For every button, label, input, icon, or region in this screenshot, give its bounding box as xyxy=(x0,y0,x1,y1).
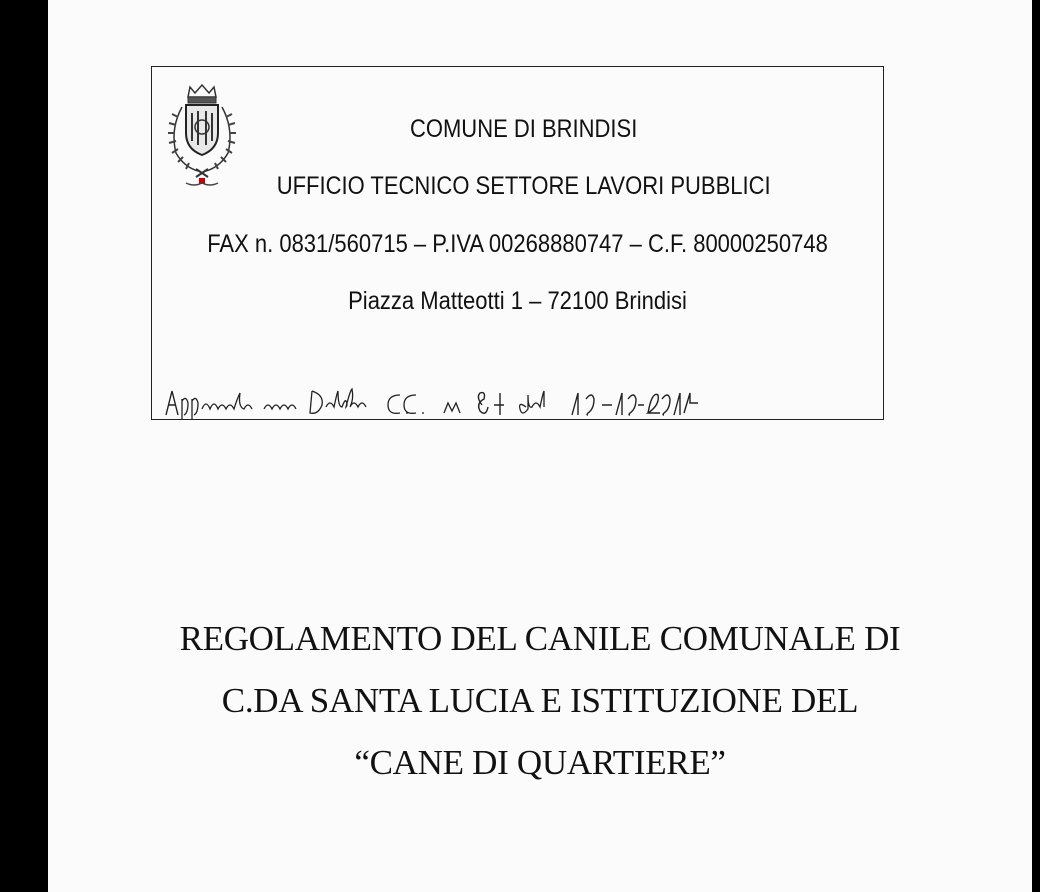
document-title xyxy=(48,608,1032,794)
title-line-1: REGOLAMENTO DEL CANILE COMUNALE DI xyxy=(179,619,901,658)
title-line-2: C.DA SANTA LUCIA E ISTITUZIONE DEL xyxy=(221,681,859,720)
address: Piazza Matteotti 1 – 72100 Brindisi xyxy=(348,287,687,315)
letterhead-box xyxy=(151,66,884,420)
handwritten-approval-note xyxy=(162,387,802,419)
contact-fiscal-info: FAX n. 0831/560715 – P.IVA 00268880747 – C.F. 80000250748 xyxy=(207,230,828,258)
scan-border xyxy=(1032,0,1040,892)
document-page xyxy=(48,0,1032,892)
municipality-name: COMUNE DI BRINDISI xyxy=(409,115,638,143)
department-name: UFFICIO TECNICO SETTORE LAVORI PUBBLICI xyxy=(276,172,771,200)
title-line-3: “CANE DI QUARTIERE” xyxy=(354,743,726,782)
